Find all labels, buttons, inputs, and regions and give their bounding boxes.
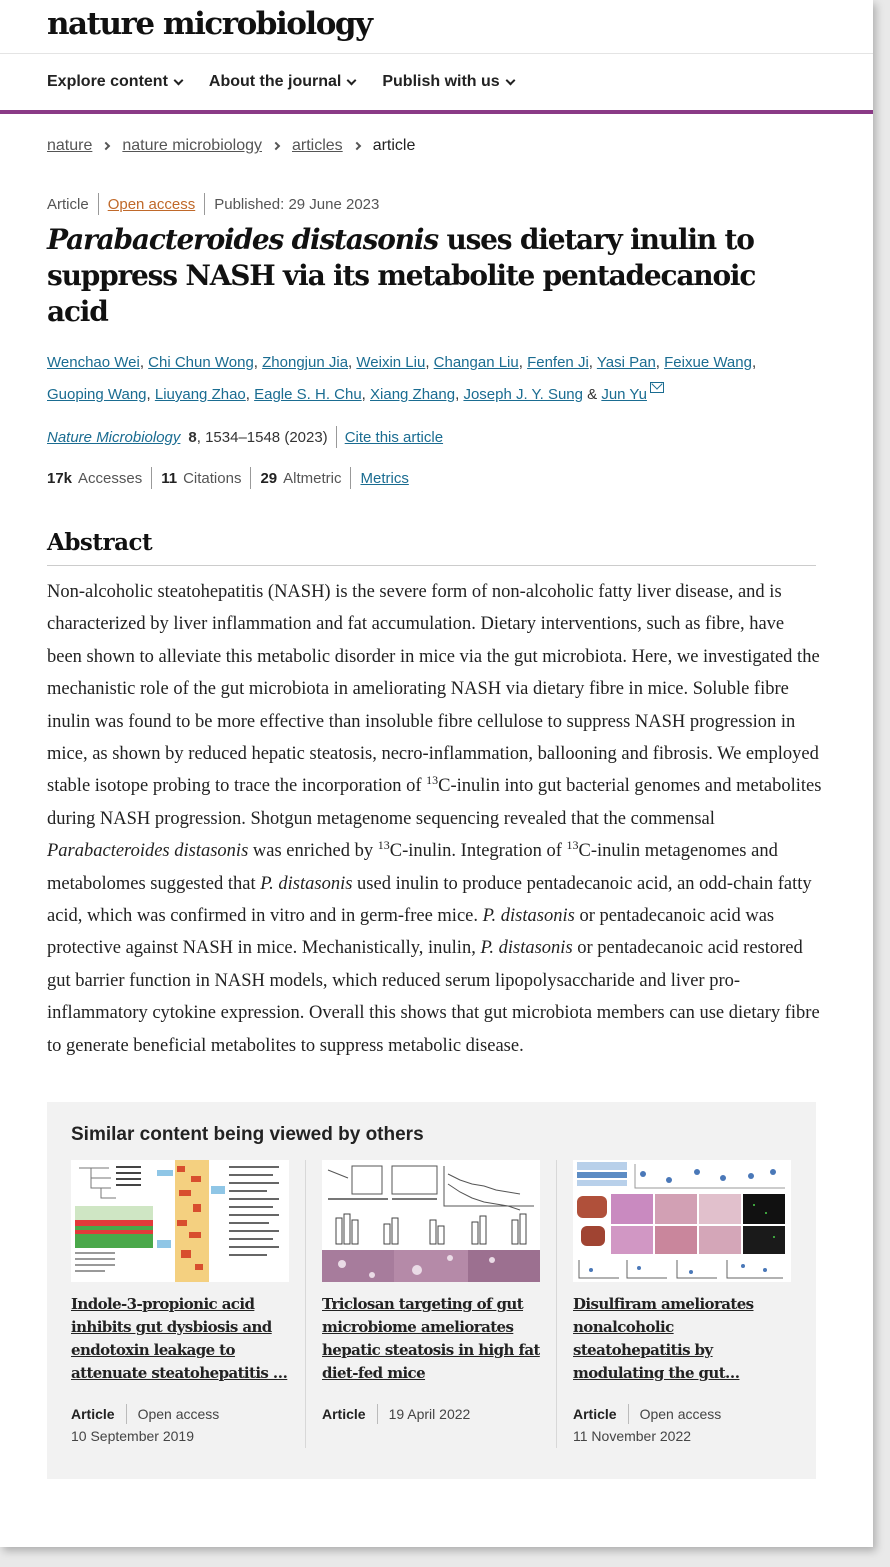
journal-citation (47, 425, 826, 449)
chevron-right-icon (352, 142, 360, 150)
figure-thumbnail-icon (71, 1160, 289, 1282)
divider (350, 467, 351, 489)
citations-value: 11 (161, 469, 178, 487)
nav-label: About the journal (208, 73, 342, 90)
citations-label: Citations (183, 469, 242, 487)
abstract-segment: or pentadecanoic acid restored gut barrier function in NASH models, which reduced serum lipopolysaccharide and liver pro-inflammatory cytokine expression. Overall this shows that gut microbiota members can use dietary fibre to generate beneficial metabolites to suppress metabolic disease. (47, 938, 820, 1056)
altmetric-value: 29 (260, 469, 278, 487)
author-link[interactable]: Chi Chun Wong (148, 354, 254, 371)
superscript: 13 (377, 838, 390, 853)
superscript: 13 (566, 838, 579, 853)
published-date: Published: 29 June 2023 (214, 195, 380, 213)
journal-link[interactable] (47, 429, 180, 446)
cite-this-article-link[interactable]: Cite this article (344, 428, 444, 446)
chevron-down-icon (505, 75, 515, 85)
breadcrumb-nature[interactable]: nature (47, 137, 93, 154)
abstract-segment: C-inulin. Integration of (389, 841, 567, 862)
author-link[interactable]: Yasi Pan (596, 354, 656, 371)
authors-ampersand: & (587, 386, 598, 403)
divider (126, 1404, 127, 1424)
abstract-segment: C-inulin metagenomes and metabolomes suggested that (47, 841, 778, 894)
divider (151, 467, 152, 489)
card-thumbnail[interactable] (322, 1160, 540, 1282)
card-meta (573, 1403, 791, 1425)
similar-card (305, 1160, 556, 1448)
journal-volume: 8 (188, 428, 197, 446)
similar-content-panel (47, 1102, 816, 1479)
card-title-link[interactable]: Disulfiram ameliorates nonalcoholic steatohepatitis by modulating the gut… (573, 1295, 754, 1383)
article-title (47, 222, 807, 330)
abstract-heading: Abstract (47, 529, 816, 566)
article-stats (47, 466, 826, 490)
chevron-down-icon (347, 75, 357, 85)
card-date: 11 November 2022 (573, 1428, 692, 1445)
similar-card (556, 1160, 807, 1448)
author-link[interactable]: Guoping Wang (47, 386, 147, 403)
author-link[interactable]: Zhongjun Jia (262, 354, 349, 371)
divider (336, 426, 337, 448)
chevron-right-icon (272, 142, 280, 150)
abstract-segment: used inulin to produce pentadecanoic acid, an odd-chain fatty acid, which was confirmed in vitro and in germ-free mice. (47, 873, 812, 927)
author-link[interactable]: Liuyang Zhao (154, 386, 246, 403)
similar-content-heading: Similar content being viewed by others (71, 1124, 424, 1146)
divider (377, 1404, 378, 1424)
breadcrumb-articles[interactable]: articles (292, 137, 343, 154)
breadcrumb-current: article (372, 137, 416, 154)
nav-label: Explore content (47, 73, 168, 90)
abstract-text (47, 576, 822, 1062)
card-meta (322, 1403, 540, 1425)
author-link[interactable]: Wenchao Wei (47, 354, 140, 371)
abstract-segment: C-inulin into gut bacterial genomes and metabolites during NASH progression. Shotgun metagenome sequencing revealed that the commensal (47, 776, 822, 829)
card-date-spacer (322, 1428, 540, 1448)
nav-explore-content[interactable] (47, 73, 182, 91)
breadcrumb (47, 134, 826, 158)
nav-label: Publish with us (382, 73, 500, 90)
card-type: Article (71, 1406, 115, 1423)
divider (250, 467, 251, 489)
nav-publish-with-us[interactable] (382, 73, 513, 91)
card-access: Open access (639, 1406, 722, 1423)
accesses-label: Accesses (78, 469, 143, 487)
main-nav (0, 54, 873, 114)
article-meta (47, 192, 826, 216)
open-access-link[interactable]: Open access (107, 195, 196, 213)
card-title-link[interactable]: Triclosan targeting of gut microbiome ameliorates hepatic steatosis in high fat diet-fed mice (322, 1295, 540, 1383)
metrics-link[interactable]: Metrics (360, 469, 409, 487)
journal-pages-year: , 1534–1548 (2023) (196, 428, 328, 446)
site-logo[interactable]: nature microbiology (47, 6, 372, 42)
card-type: Article (322, 1406, 366, 1423)
mail-icon[interactable] (650, 382, 664, 393)
chevron-right-icon (102, 142, 110, 150)
altmetric-label: Altmetric (283, 469, 342, 487)
card-date: 10 September 2019 (71, 1428, 194, 1445)
divider (204, 193, 205, 215)
author-link-corresponding[interactable]: Jun Yu (601, 386, 647, 403)
author-link[interactable]: Weixin Liu (356, 354, 426, 371)
title-rest: uses dietary inulin to suppress NASH via its metabolite pentadecanoic acid (47, 223, 756, 328)
figure-thumbnail-icon (573, 1160, 791, 1282)
author-link[interactable]: Feixue Wang (664, 354, 752, 371)
site-header (0, 0, 873, 54)
divider (98, 193, 99, 215)
accesses-value: 17k (47, 469, 73, 487)
card-type: Article (573, 1406, 617, 1423)
author-link[interactable]: Joseph J. Y. Sung (463, 386, 583, 403)
author-link[interactable]: Fenfen Ji (527, 354, 589, 371)
card-access: Open access (137, 1406, 220, 1423)
author-link[interactable]: Eagle S. H. Chu (254, 386, 362, 403)
breadcrumb-nature-microbiology[interactable]: nature microbiology (122, 137, 262, 154)
card-thumbnail[interactable] (71, 1160, 289, 1282)
abstract-segment: or pentadecanoic acid was protective against NASH in mice. Mechanistically, inulin, (47, 906, 775, 959)
title-species: Parabacteroides distasonis (47, 223, 438, 256)
article-type: Article (47, 195, 89, 213)
abstract-species: P. distasonis (480, 938, 573, 959)
abstract-segment: was enriched by (248, 841, 378, 862)
figure-thumbnail-icon (322, 1160, 540, 1282)
nav-about-journal[interactable] (209, 73, 355, 91)
card-date: 19 April 2022 (388, 1406, 471, 1423)
card-title-link[interactable]: Indole-3-propionic acid inhibits gut dysbiosis and endotoxin leakage to attenuate steatohepatitis … (71, 1295, 288, 1383)
chevron-down-icon (173, 75, 183, 85)
journal-name: Nature Microbiology (47, 428, 181, 446)
similar-card (71, 1160, 305, 1448)
card-meta (71, 1403, 289, 1425)
abstract-species: Parabacteroides distasonis (47, 841, 249, 862)
abstract-species: P. distasonis (482, 906, 575, 927)
author-link[interactable]: Changan Liu (433, 354, 519, 371)
author-list: Wenchao Wei, Chi Chun Wong, Zhongjun Jia, Weixin Liu, Changan Liu, Fenfen Ji, Yasi Pan, Feixue Wang, Guoping Wang, Liuyang Zhao, Eagle S. H. Chu, Xiang Zhang, Joseph J. Y. Sung & Jun Yu (47, 354, 757, 403)
author-link[interactable]: Xiang Zhang (370, 386, 456, 403)
abstract-species: P. distasonis (260, 873, 353, 894)
superscript: 13 (426, 773, 439, 788)
abstract-segment: Non-alcoholic steatohepatitis (NASH) is the severe form of non-alcoholic fatty liver disease, and is characterized by liver inflammation and fat accumulation. Dietary interventions, such as fibre, have been shown to alleviate this metabolic disorder in mice via the gut microbiota. Here, we investigated the mechanistic role of the gut microbiota in ameliorating NASH via dietary fibre in mice. Soluble fibre inulin was found to be more effective than insoluble fibre cellulose to suppress NASH progression in mice, as shown by reduced hepatic steatosis, necro-inflammation, ballooning and fibrosis. We employed stable isotope probing to trace the incorporation of (47, 582, 820, 797)
divider (628, 1404, 629, 1424)
card-thumbnail[interactable] (573, 1160, 791, 1282)
